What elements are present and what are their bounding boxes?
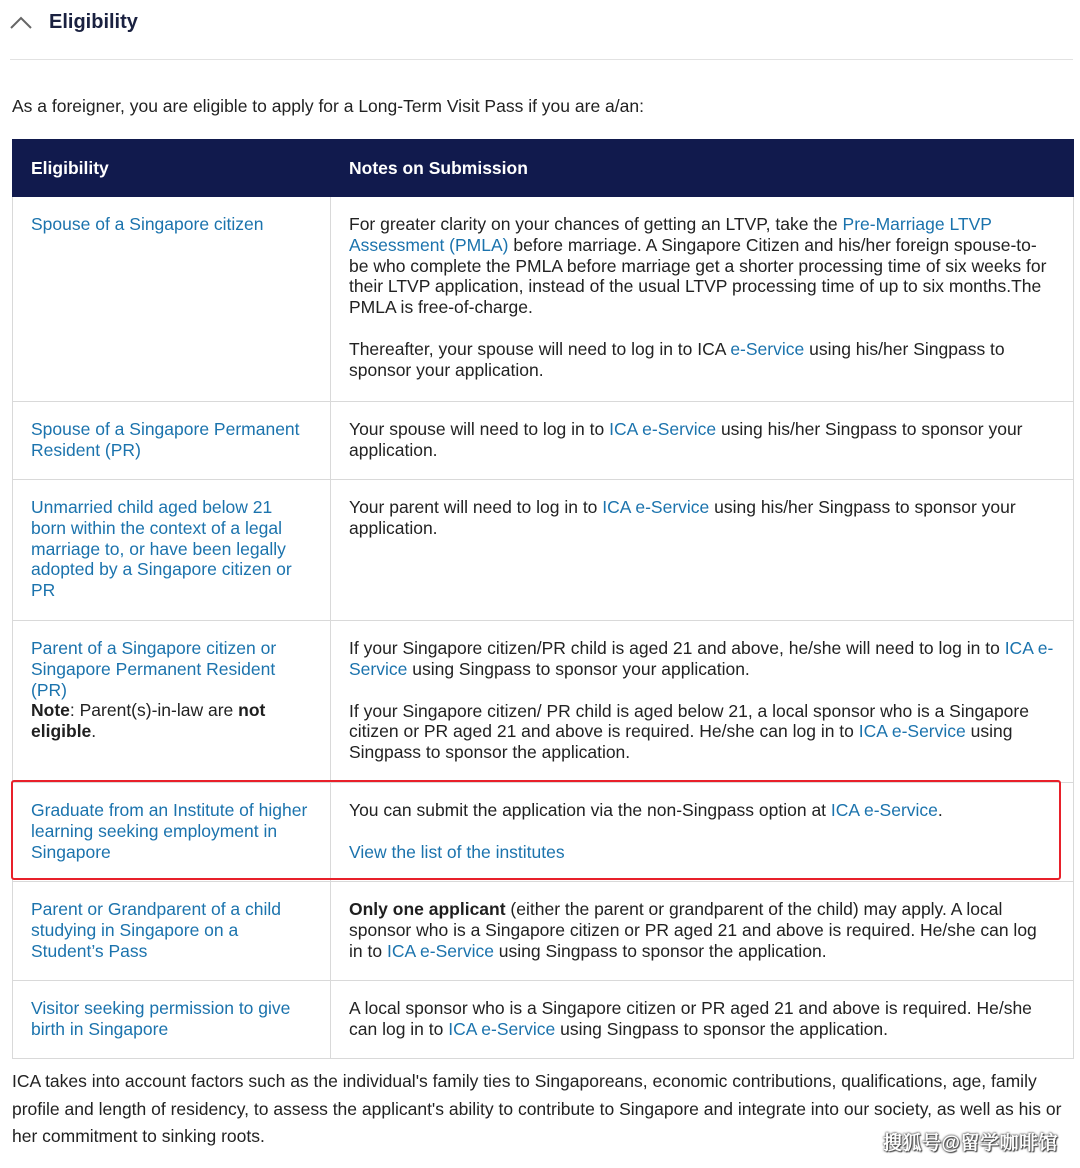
- eligibility-table: [12, 139, 1074, 1059]
- eligibility-cell: [13, 402, 331, 480]
- table-row: [13, 783, 1074, 882]
- header-eligibility: Eligibility: [13, 140, 331, 197]
- table-row: [13, 197, 1074, 402]
- notes-cell: [331, 621, 1074, 783]
- e-service-link[interactable]: e-Service: [730, 338, 805, 359]
- ica-e-service-link[interactable]: ICA e-Service: [609, 419, 717, 439]
- ica-e-service-link[interactable]: ICA e-Service: [830, 800, 938, 820]
- notes-cell: [331, 197, 1074, 402]
- notes-paragraph: [349, 638, 1055, 680]
- table-row: [13, 480, 1074, 621]
- eligibility-accordion-header[interactable]: [0, 0, 1080, 60]
- eligibility-cell: [13, 621, 331, 783]
- eligibility-link-parent-grandparent[interactable]: Parent or Grandparent of a child studying in Singapore on a Student’s Pass: [31, 899, 282, 961]
- ica-e-service-link[interactable]: ICA e-Service: [858, 721, 966, 742]
- notes-text: You can submit the application via the non-Singpass option at: [349, 800, 831, 820]
- eligibility-link-visitor-birth[interactable]: Visitor seeking permission to give birth in Singapore: [31, 998, 291, 1039]
- notes-paragraph: [349, 701, 1055, 763]
- notes-text: using Singpass to sponsor the application.: [493, 940, 827, 961]
- notes-bold: Only one applicant: [349, 899, 506, 919]
- notes-cell: [331, 882, 1074, 981]
- notes-text: (either the parent or grandparent of the child) may apply. A local sponsor who is a Singapore citizen or PR aged 21 and above is required. He/she can log in to: [349, 899, 1037, 961]
- table-row: [13, 402, 1074, 480]
- notes-cell: [331, 981, 1074, 1059]
- table-row: [13, 981, 1074, 1059]
- eligibility-link-unmarried-child[interactable]: Unmarried child aged below 21 born within the context of a legal marriage to, or have been legally adopted by a Singapore citizen or PR: [31, 497, 292, 601]
- chevron-up-icon: [10, 12, 32, 34]
- eligibility-cell: [13, 480, 331, 621]
- outro-text: ICA takes into account factors such as the individual's family ties to Singaporeans, economic contributions, qualifications, age, family profile and length of residency, to assess the applicant's ability to contribute to Singapore and integrate into our society, as well as his or her commitment to sinking roots.: [12, 1071, 1062, 1146]
- note-bold: not eligible: [31, 700, 266, 742]
- notes-paragraph: [349, 214, 1055, 318]
- notes-text: using his/her Singpass to sponsor your application.: [349, 338, 1005, 380]
- intro-text: As a foreigner, you are eligible to apply for a Long-Term Visit Pass if you are a/an:: [12, 96, 644, 116]
- notes-text: before marriage. A Singapore Citizen and his/her foreign spouse-to-be who complete the PMLA before marriage get a shorter processing time of six weeks for their LTVP application, instead of the usual LTVP processing time of up to six months.The PMLA is free-of-charge.: [349, 234, 1047, 318]
- notes-cell: [331, 783, 1074, 882]
- notes-text: Thereafter, your spouse will need to log in to ICA: [349, 338, 731, 359]
- notes-paragraph: [349, 339, 1055, 381]
- eligibility-cell: [13, 882, 331, 981]
- eligibility-cell: [13, 783, 331, 882]
- eligibility-link-parent[interactable]: Parent of a Singapore citizen or Singapore Permanent Resident (PR): [31, 638, 277, 700]
- notes-text: Your spouse will need to log in to: [349, 419, 610, 439]
- notes-text: .: [937, 800, 943, 820]
- notes-text: Your parent will need to log in to: [349, 497, 603, 517]
- notes-paragraph: [349, 800, 1055, 821]
- table-header-row: [13, 140, 1074, 197]
- notes-cell: [331, 402, 1074, 480]
- note-label: Note: [31, 700, 70, 721]
- institutes-list-link[interactable]: View the list of the institutes: [349, 841, 565, 862]
- notes-text: using Singpass to sponsor the application.: [349, 721, 1013, 763]
- eligibility-link-graduate[interactable]: Graduate from an Institute of higher learning seeking employment in Singapore: [31, 800, 308, 862]
- notes-cell: [331, 480, 1074, 621]
- notes-text: using Singpass to sponsor your application.: [407, 658, 750, 679]
- eligibility-link-spouse-citizen[interactable]: Spouse of a Singapore citizen: [31, 214, 264, 234]
- notes-text: using his/her Singpass to sponsor your application.: [349, 419, 1023, 460]
- note-end: .: [91, 721, 97, 742]
- accordion-title: Eligibility: [49, 11, 138, 33]
- notes-text: A local sponsor who is a Singapore citizen or PR aged 21 and above is required. He/she can log in to: [349, 998, 1032, 1039]
- eligibility-link-spouse-pr[interactable]: Spouse of a Singapore Permanent Resident (PR): [31, 419, 300, 460]
- header-notes: Notes on Submission: [331, 140, 1074, 197]
- ica-e-service-link[interactable]: ICA e-Service: [602, 497, 710, 517]
- ica-e-service-link[interactable]: ICA e-Service: [349, 638, 1054, 679]
- watermark: 搜狐号@留学咖啡馆: [882, 1133, 1058, 1154]
- divider: [10, 59, 1073, 60]
- eligibility-cell: [13, 981, 331, 1059]
- pmla-link[interactable]: Pre-Marriage LTVP Assessment (PMLA): [349, 214, 992, 255]
- notes-text: For greater clarity on your chances of getting an LTVP, take the: [349, 214, 843, 234]
- eligibility-cell: [13, 197, 331, 402]
- table-row: [13, 882, 1074, 981]
- ica-e-service-link[interactable]: ICA e-Service: [386, 940, 494, 961]
- notes-text: If your Singapore citizen/PR child is aged 21 and above, he/she will need to log in to: [349, 638, 1005, 658]
- notes-text: If your Singapore citizen/ PR child is aged below 21, a local sponsor who is a Singapore citizen or PR aged 21 and above is required. He/she can log in to: [349, 700, 1029, 742]
- note-text: : Parent(s)-in-law are: [69, 700, 239, 721]
- notes-text: using Singpass to sponsor the application.: [555, 1018, 888, 1039]
- ica-e-service-link[interactable]: ICA e-Service: [448, 1018, 556, 1039]
- table-row: [13, 621, 1074, 783]
- notes-text: using his/her Singpass to sponsor your application.: [349, 497, 1016, 538]
